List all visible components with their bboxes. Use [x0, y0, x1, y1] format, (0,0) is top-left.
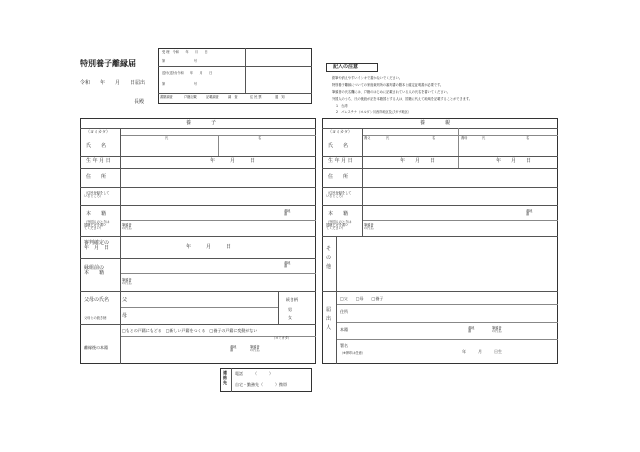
sent-number: 第 号: [162, 82, 198, 86]
received-number: 第 号: [162, 59, 198, 63]
other-label: そ の 他: [326, 246, 332, 270]
parent-name-label: 氏 名: [328, 143, 349, 149]
hittosha-label-2: 筆頭者 の氏名: [122, 278, 132, 286]
son-check[interactable]: 男: [288, 307, 292, 312]
adoptive-mother-label: 養母: [461, 136, 468, 140]
parent-furigana-label: （ヨミカタ）: [328, 129, 352, 134]
adoptee-head: 養 子: [186, 120, 217, 126]
note-line: 2 パレスチナ（ヨルダン川西岸地区及びガザ地区）: [336, 110, 412, 114]
parent-honseki-label: 本 籍: [328, 211, 349, 217]
filing-date: 令和 年 月 日届出: [80, 80, 146, 86]
address-note: （住民登録をして いるところ）: [84, 191, 110, 199]
stamp-col-3: 記載調査: [206, 95, 219, 99]
contact-label: 連 絡 先: [223, 370, 227, 386]
note-line: 1 台湾: [336, 104, 348, 108]
after-honseki-label: 離縁後の本籍: [84, 345, 108, 350]
mother-birth[interactable]: 年 月 日: [496, 158, 532, 164]
father-label: 父: [122, 297, 128, 303]
parents-rel-label: 父母との続き柄: [84, 316, 107, 320]
parent-birth-label: 生 年 月 日: [328, 158, 353, 164]
banchi-label-2: 番地 番: [284, 261, 291, 269]
furigana-label: （ヨミカタ）: [86, 129, 110, 134]
received-date: 受 理 令和 年 月 日: [162, 50, 208, 54]
contact-type[interactable]: 自宅・勤務先（ ）携帯: [235, 382, 287, 387]
note-line: 特別養子離縁についての家庭裁判所の審判書の謄本と確定証明書が必要です。: [332, 83, 444, 87]
note-line: 外国人のうち、氏の後続が記を本籍国とする人は、国籍に代えて地域を記載することができます。: [332, 97, 472, 101]
mei-label: 名: [258, 136, 262, 140]
stamp-col-5: 住 民 票: [250, 95, 262, 99]
birth-label: 生 年 月 日: [86, 158, 111, 164]
notifier-hittosha: 筆頭者 の氏名: [492, 326, 502, 334]
family-register-options[interactable]: □もとの戸籍にもどる □新しい戸籍をつくる □養子の戸籍に変動がない: [122, 328, 258, 333]
birth-value[interactable]: 年 月 日: [210, 158, 256, 164]
parent-banchi: 番地 番: [526, 209, 533, 217]
honseki-label: 本 籍: [86, 211, 107, 217]
hittosha-label-3: 筆頭者 の氏名: [250, 345, 260, 353]
parent-address-label: 住 所: [328, 174, 349, 180]
furigana-label-2: （ヨミカタ）: [272, 336, 292, 340]
signature-note: （※押印は任意）: [340, 351, 365, 355]
stamp-col-2: 戸籍記載: [184, 95, 197, 99]
honseki-note: （外国人のときは 国籍だけを書い てください）: [84, 220, 110, 231]
mother-sei: 氏: [482, 136, 486, 140]
recipient: 長殿: [134, 99, 145, 105]
father-sei: 氏: [386, 136, 390, 140]
notifier-banchi: 番地 番: [468, 326, 475, 334]
mother-mei: 名: [526, 136, 530, 140]
form-title: 特別養子離縁届: [80, 59, 136, 68]
signature-date[interactable]: 年 月 日生: [462, 349, 502, 354]
note-line: 筆頭者の氏名欄には、戸籍のはじめに記載されている人の氏名を書いてください。: [332, 90, 450, 94]
address-label: 住 所: [86, 174, 107, 180]
daughter-check[interactable]: 女: [288, 315, 292, 320]
name-label: 氏 名: [86, 143, 107, 149]
mother-label: 母: [122, 313, 128, 319]
signature-label: 署名: [340, 343, 348, 348]
sei-label: 氏: [165, 136, 169, 140]
father-birth[interactable]: 年 月 日: [400, 158, 436, 164]
adoptive-father-label: 養父: [364, 136, 371, 140]
stamp-col-1: 書類調査: [160, 95, 173, 99]
decision-value[interactable]: 年 月 日: [186, 244, 232, 250]
note-line: 鉛筆や消えやすいインキで書かないでください。: [332, 76, 403, 80]
banchi-label: 番地 番: [284, 209, 291, 217]
banchi-label-3: 番地 番: [230, 345, 237, 353]
notifier-label: 届 出 人: [326, 307, 332, 331]
notifier-checks[interactable]: □父 □母 □養子: [340, 296, 384, 301]
contact-phone[interactable]: 電話 （ ）: [235, 371, 273, 376]
decision-label: 審判確定の 年 月 日: [84, 240, 110, 251]
father-mei: 名: [432, 136, 436, 140]
sent-date: 送付(送付)令和 年 月 日: [162, 71, 213, 75]
hittosha-label: 筆頭者 の氏名: [122, 223, 132, 231]
zokugara-label: 続き柄: [286, 297, 298, 302]
notifier-address: 住所: [340, 309, 348, 314]
stamp-col-6: 通 知: [275, 95, 285, 99]
parents-label: 父母の氏名: [84, 297, 110, 303]
parent-head: 養 親: [420, 120, 451, 126]
notes-title: 記入の注意: [333, 64, 359, 70]
stamp-col-4: 調 査: [228, 95, 238, 99]
parent-honseki-note: （外国人のときは 国籍だけを書い てください）: [326, 220, 352, 231]
notifier-honseki: 本籍: [340, 327, 348, 332]
parent-hittosha: 筆頭者 の氏名: [364, 223, 374, 231]
adoptive-parent-table: [322, 118, 558, 364]
before-honseki-label: 縁組前の 本 籍: [84, 265, 105, 276]
parent-address-note: （住民登録をして いるところ）: [326, 191, 352, 199]
